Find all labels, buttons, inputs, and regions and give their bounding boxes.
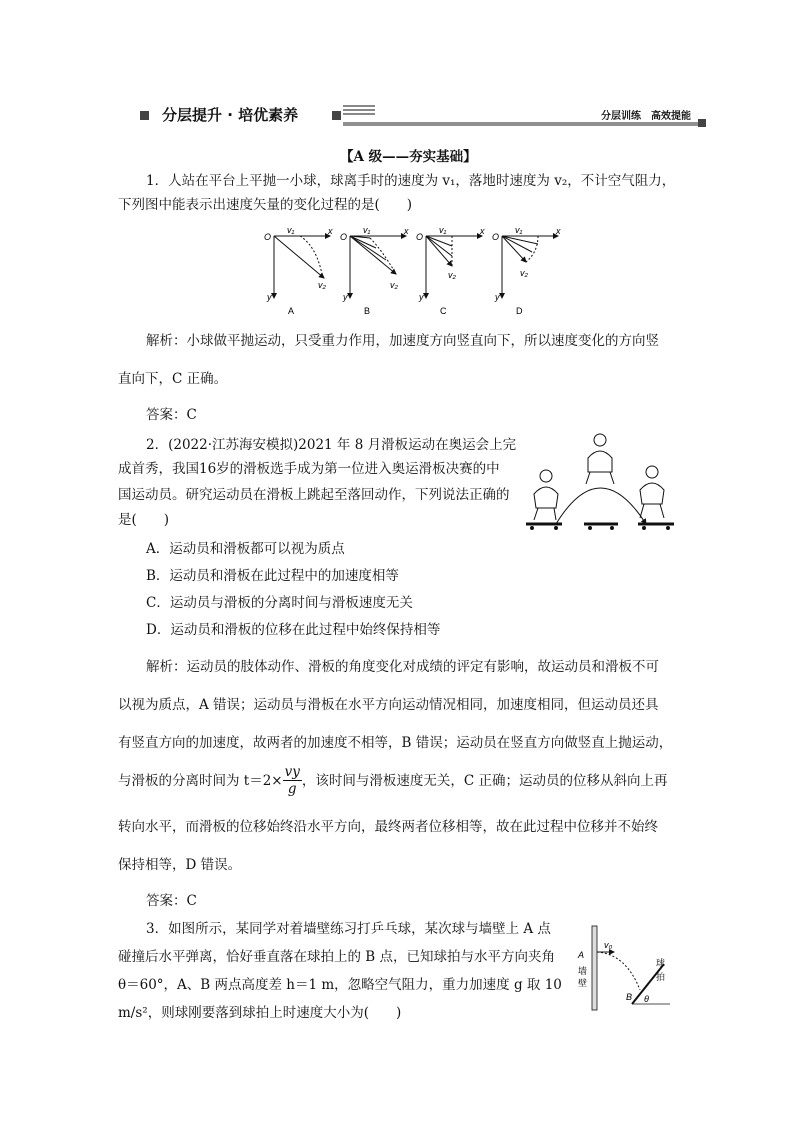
q2-analysis-line-4: 转向水平，而滑板的位移始终沿水平方向，最终两者位移相等，故在此过程中位移并不始终 bbox=[118, 819, 658, 835]
q2-analysis-formula-line bbox=[118, 764, 668, 797]
q2-line-3: 国运动员。研究运动员在滑板上跳起至落回动作，下列说法正确的 bbox=[118, 487, 510, 503]
svg-text:x: x bbox=[480, 226, 485, 236]
svg-text:x: x bbox=[328, 226, 333, 236]
svg-text:x: x bbox=[404, 226, 409, 236]
theta-label: θ bbox=[644, 994, 649, 1004]
q3-line-4: m/s²，则球刚要落到球拍上时速度大小为( ) bbox=[118, 1005, 402, 1021]
diagram-c bbox=[416, 225, 485, 316]
q3-line-2: 碰撞后水平弹离，恰好垂直落在球拍上的 B 点，已知球拍与水平方向夹角 bbox=[118, 949, 556, 965]
svg-text:y: y bbox=[495, 292, 500, 302]
svg-text:v₂: v₂ bbox=[448, 270, 456, 280]
svg-text:v₁: v₁ bbox=[363, 225, 371, 235]
wall-label-2: 壁 bbox=[578, 978, 588, 988]
svg-text:O: O bbox=[416, 232, 424, 242]
q1-vector-figures bbox=[262, 225, 561, 318]
svg-text:v₂: v₂ bbox=[318, 280, 326, 290]
q1-analysis-line-2: 直向下，C 正确。 bbox=[118, 371, 228, 387]
q2-analysis-line-5: 保持相等，D 错误。 bbox=[118, 857, 242, 873]
point-b-label: B bbox=[626, 992, 633, 1002]
q1-answer: 答案：C bbox=[146, 407, 197, 423]
skateboard-figure-svg bbox=[520, 432, 680, 532]
q2-answer: 答案：C bbox=[146, 893, 197, 909]
svg-text:y: y bbox=[343, 292, 348, 302]
q2-line-2: 成首秀，我国16岁的滑板选手成为第一位进入奥运滑板决赛的中 bbox=[118, 461, 500, 477]
wall-label-1: 墙 bbox=[578, 966, 588, 976]
svg-text:v₂: v₂ bbox=[390, 280, 398, 290]
formula-numerator: vy bbox=[284, 764, 300, 780]
q2-analysis-line-2: 以视为质点，A 错误；运动员与滑板在水平方向运动情况相同，加速度相同，但运动员还具 bbox=[118, 697, 659, 713]
q2-analysis-line-1: 解析：运动员的肢体动作、滑板的角度变化对成绩的评定有影响，故运动员和滑板不可 bbox=[146, 659, 659, 675]
svg-text:v₁: v₁ bbox=[439, 225, 447, 235]
q2-option-c: C．运动员与滑板的分离时间与滑板速度无关 bbox=[146, 595, 413, 611]
svg-text:C: C bbox=[440, 306, 447, 316]
paddle-label-2: 拍 bbox=[656, 972, 666, 982]
diagram-d bbox=[492, 225, 561, 316]
formula-denominator: g bbox=[287, 781, 297, 797]
svg-text:v₁: v₁ bbox=[515, 225, 523, 235]
q1-line-2: 下列图中能表示出速度矢量的变化过程的是( ) bbox=[118, 197, 413, 213]
svg-text:v₁: v₁ bbox=[287, 225, 295, 235]
diagram-b bbox=[340, 225, 409, 316]
origin-label: O bbox=[264, 232, 272, 242]
q2-line-1: 2．(2022·江苏海安模拟)2021 年 8 月滑板运动在奥运会上完 bbox=[146, 437, 517, 453]
svg-text:v₂: v₂ bbox=[520, 268, 528, 278]
q3-line-3: θ＝60°，A、B 两点高度差 h＝1 m，忽略空气阻力，重力加速度 g 取 10 bbox=[118, 977, 562, 993]
wall-paddle-figure bbox=[574, 922, 674, 1014]
formula-before: 与滑板的分离时间为 t＝2× bbox=[118, 772, 283, 789]
page-header-subtitle: 分层训练 高效提能 bbox=[601, 111, 691, 122]
diagram-a bbox=[264, 225, 333, 316]
svg-text:B: B bbox=[364, 306, 371, 316]
paddle-label-1: 球 bbox=[656, 958, 666, 968]
page-header-title: 分层提升 · 培优素养 bbox=[162, 106, 299, 124]
svg-text:y: y bbox=[267, 292, 272, 302]
skateboard-figure bbox=[520, 432, 680, 532]
svg-text:O: O bbox=[492, 232, 500, 242]
svg-text:D: D bbox=[516, 306, 523, 316]
svg-text:A: A bbox=[288, 306, 295, 316]
svg-text:O: O bbox=[340, 232, 348, 242]
wall-paddle-svg bbox=[574, 922, 674, 1014]
formula-after: ，该时间与滑板速度无关，C 正确；运动员的位移从斜向上再 bbox=[301, 772, 668, 789]
point-a-label: A bbox=[578, 950, 585, 960]
skater-middle-icon bbox=[584, 434, 618, 530]
q2-analysis-line-3: 有竖直方向的加速度，故两者的加速度不相等，B 错误；运动员在竖直方向做竖直上抛运动， bbox=[118, 735, 673, 751]
section-title: 【A 级——夯实基础】 bbox=[340, 149, 477, 165]
q1-analysis-line-1: 解析：小球做平抛运动，只受重力作用，加速度方向竖直向下，所以速度变化的方向竖 bbox=[146, 333, 659, 349]
skater-left-icon bbox=[526, 470, 562, 530]
formula-fraction bbox=[283, 764, 302, 797]
q2-option-b: B．运动员和滑板在此过程中的加速度相等 bbox=[146, 568, 399, 584]
q3-line-1: 3．如图所示，某同学对着墙壁练习打乒乓球，某次球与墙壁上 A 点 bbox=[146, 921, 551, 937]
v0-label: v₀ bbox=[604, 940, 613, 950]
q1-figure-svg bbox=[262, 225, 561, 318]
q1-line-1: 1．人站在平台上平抛一小球，球离手时的速度为 v₁，落地时速度为 v₂，不计空气阻力， bbox=[146, 173, 676, 189]
svg-text:y: y bbox=[419, 292, 424, 302]
q2-line-4: 是( ) bbox=[118, 512, 170, 528]
svg-text:x: x bbox=[556, 226, 561, 236]
q2-option-a: A．运动员和滑板都可以视为质点 bbox=[146, 541, 345, 557]
q2-option-d: D．运动员和滑板的位移在此过程中始终保持相等 bbox=[146, 622, 441, 638]
